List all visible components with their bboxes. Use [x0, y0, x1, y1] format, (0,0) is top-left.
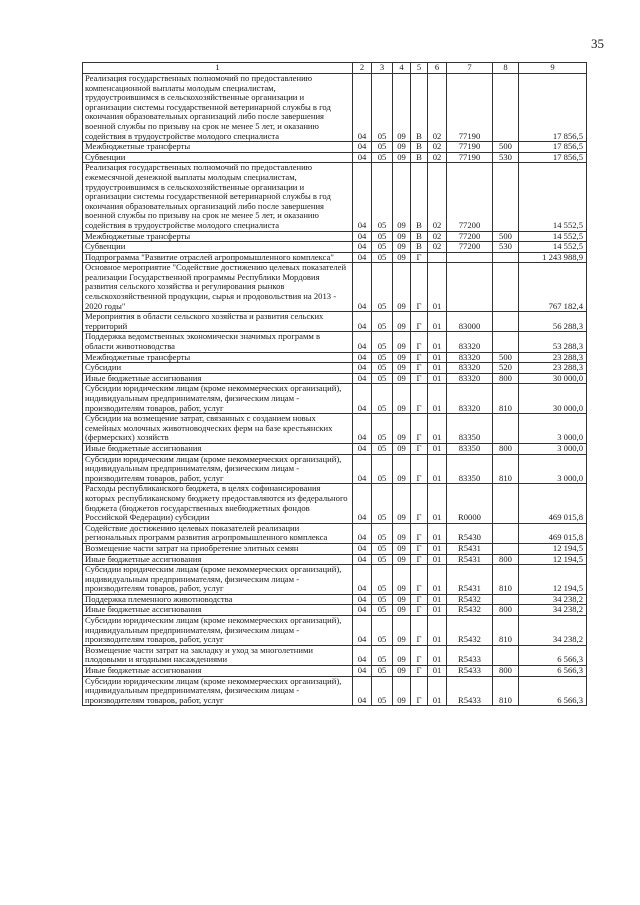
- amount-cell: 53 288,3: [519, 332, 587, 352]
- table-row: [83, 484, 587, 523]
- code-cell-2: 04: [353, 384, 372, 414]
- row-name-cell: Субсидии юридическим лицам (кроме некоммерческих организаций), индивидуальным предпринимателям, физическим лицам - производителям товаров, работ, услуг: [83, 616, 353, 646]
- code-cell-5: Г: [411, 523, 428, 543]
- amount-cell: 12 194,5: [519, 543, 587, 554]
- code-cell-7: 83320: [447, 384, 493, 414]
- code-cell-7: R5433: [447, 666, 493, 677]
- table-row: [83, 676, 587, 706]
- code-cell-3: 05: [372, 263, 393, 312]
- code-cell-4: 09: [393, 312, 411, 332]
- table-row: [83, 332, 587, 352]
- code-cell-5: Г: [411, 252, 428, 263]
- code-cell-4: 09: [393, 252, 411, 263]
- code-cell-5: Г: [411, 565, 428, 595]
- code-cell-2: 04: [353, 523, 372, 543]
- column-header-8: 8: [493, 63, 519, 74]
- table-row: [83, 231, 587, 242]
- column-header-6: 6: [428, 63, 447, 74]
- row-name-cell: Содействие достижению целевых показателей реализации региональных программ развития агропромышленного комплекса: [83, 523, 353, 543]
- code-cell-2: 04: [353, 373, 372, 384]
- table-row: [83, 252, 587, 263]
- code-cell-2: 04: [353, 414, 372, 444]
- budget-table-container: [82, 62, 586, 706]
- code-cell-4: 09: [393, 443, 411, 454]
- code-cell-6: 01: [428, 312, 447, 332]
- code-cell-8: [493, 74, 519, 142]
- code-cell-6: 01: [428, 373, 447, 384]
- code-cell-6: 02: [428, 242, 447, 253]
- row-name-cell: Поддержка племенного животноводства: [83, 594, 353, 605]
- code-cell-6: 01: [428, 676, 447, 706]
- code-cell-4: 09: [393, 454, 411, 484]
- code-cell-2: 04: [353, 252, 372, 263]
- code-cell-6: [428, 252, 447, 263]
- code-cell-5: Г: [411, 384, 428, 414]
- amount-cell: 469 015,8: [519, 484, 587, 523]
- code-cell-3: 05: [372, 332, 393, 352]
- amount-cell: 1 243 988,9: [519, 252, 587, 263]
- row-name-cell: Иные бюджетные ассигнования: [83, 373, 353, 384]
- code-cell-8: 800: [493, 666, 519, 677]
- table-body: [83, 74, 587, 706]
- amount-cell: 14 552,5: [519, 231, 587, 242]
- code-cell-4: 09: [393, 543, 411, 554]
- code-cell-3: 05: [372, 605, 393, 616]
- table-row: [83, 605, 587, 616]
- amount-cell: 12 194,5: [519, 554, 587, 565]
- code-cell-6: 01: [428, 484, 447, 523]
- code-cell-4: 09: [393, 332, 411, 352]
- code-cell-5: Г: [411, 605, 428, 616]
- row-name-cell: Иные бюджетные ассигнования: [83, 605, 353, 616]
- row-name-cell: Субсидии юридическим лицам (кроме некоммерческих организаций), индивидуальным предпринимателям, физическим лицам - производителям товаров, работ, услуг: [83, 384, 353, 414]
- table-row: [83, 523, 587, 543]
- table-row: [83, 594, 587, 605]
- code-cell-3: 05: [372, 414, 393, 444]
- code-cell-6: 01: [428, 384, 447, 414]
- code-cell-8: [493, 163, 519, 231]
- amount-cell: 56 288,3: [519, 312, 587, 332]
- code-cell-4: 09: [393, 565, 411, 595]
- code-cell-8: [493, 263, 519, 312]
- code-cell-3: 05: [372, 616, 393, 646]
- column-header-2: 2: [353, 63, 372, 74]
- amount-cell: 3 000,0: [519, 443, 587, 454]
- code-cell-6: 01: [428, 666, 447, 677]
- row-name-cell: Межбюджетные трансферты: [83, 231, 353, 242]
- budget-table: [82, 62, 587, 706]
- code-cell-2: 04: [353, 142, 372, 153]
- code-cell-7: 83350: [447, 443, 493, 454]
- table-row: [83, 163, 587, 231]
- code-cell-7: R5432: [447, 616, 493, 646]
- code-cell-7: 83000: [447, 312, 493, 332]
- code-cell-2: 04: [353, 594, 372, 605]
- code-cell-2: 04: [353, 152, 372, 163]
- column-header-7: 7: [447, 63, 493, 74]
- code-cell-2: 04: [353, 312, 372, 332]
- code-cell-8: [493, 312, 519, 332]
- row-name-cell: Основное мероприятие "Содействие достижению целевых показателей реализации Государственной программы Республики Мордовия развития сельского хозяйства и регулирования рынков сельскохозяйственной продукции, сырья и продовольствия на 2013 - 2020 годы": [83, 263, 353, 312]
- code-cell-8: [493, 594, 519, 605]
- code-cell-4: 09: [393, 594, 411, 605]
- column-header-9: 9: [519, 63, 587, 74]
- table-row: [83, 384, 587, 414]
- table-header: [83, 63, 587, 74]
- code-cell-2: 04: [353, 242, 372, 253]
- code-cell-8: 530: [493, 242, 519, 253]
- table-row: [83, 616, 587, 646]
- code-cell-2: 04: [353, 645, 372, 665]
- amount-cell: 767 182,4: [519, 263, 587, 312]
- code-cell-6: 02: [428, 142, 447, 153]
- code-cell-2: 04: [353, 443, 372, 454]
- column-header-5: 5: [411, 63, 428, 74]
- code-cell-7: [447, 263, 493, 312]
- table-row: [83, 543, 587, 554]
- code-cell-3: 05: [372, 565, 393, 595]
- table-row: [83, 565, 587, 595]
- code-cell-8: 810: [493, 616, 519, 646]
- code-cell-4: 09: [393, 414, 411, 444]
- code-cell-5: Г: [411, 332, 428, 352]
- code-cell-8: 800: [493, 373, 519, 384]
- amount-cell: 17 856,5: [519, 142, 587, 153]
- code-cell-8: 800: [493, 554, 519, 565]
- code-cell-8: 810: [493, 676, 519, 706]
- code-cell-3: 05: [372, 242, 393, 253]
- code-cell-3: 05: [372, 363, 393, 374]
- code-cell-3: 05: [372, 666, 393, 677]
- row-name-cell: Межбюджетные трансферты: [83, 352, 353, 363]
- row-name-cell: Возмещение части затрат на закладку и уход за многолетними плодовыми и ягодными насаждениями: [83, 645, 353, 665]
- code-cell-5: Г: [411, 616, 428, 646]
- code-cell-7: R5431: [447, 565, 493, 595]
- code-cell-2: 04: [353, 352, 372, 363]
- code-cell-2: 04: [353, 554, 372, 565]
- code-cell-6: 01: [428, 565, 447, 595]
- code-cell-6: 01: [428, 414, 447, 444]
- row-name-cell: Реализация государственных полномочий по предоставлению компенсационной выплаты молодым специалистам, трудоустроившимся в сельскохозяйственные организации и организации системы государственной ветеринарной службы в год окончания образовательных организаций либо после завершения военной службы по призыву на срок не менее 5 лет, и оказанию содействия в трудоустройстве молодого специалиста: [83, 74, 353, 142]
- code-cell-8: [493, 252, 519, 263]
- code-cell-4: 09: [393, 231, 411, 242]
- table-row: [83, 414, 587, 444]
- code-cell-5: В: [411, 231, 428, 242]
- code-cell-7: R5431: [447, 543, 493, 554]
- code-cell-7: 83320: [447, 352, 493, 363]
- code-cell-2: 04: [353, 565, 372, 595]
- code-cell-7: 77190: [447, 152, 493, 163]
- table-row: [83, 363, 587, 374]
- code-cell-7: 77200: [447, 242, 493, 253]
- code-cell-6: 01: [428, 454, 447, 484]
- code-cell-7: R5433: [447, 676, 493, 706]
- code-cell-6: 02: [428, 163, 447, 231]
- amount-cell: 6 566,3: [519, 645, 587, 665]
- code-cell-8: 810: [493, 565, 519, 595]
- amount-cell: 34 238,2: [519, 594, 587, 605]
- code-cell-5: Г: [411, 352, 428, 363]
- code-cell-5: В: [411, 242, 428, 253]
- code-cell-6: 01: [428, 523, 447, 543]
- table-row: [83, 443, 587, 454]
- table-row: [83, 352, 587, 363]
- code-cell-3: 05: [372, 142, 393, 153]
- code-cell-2: 04: [353, 543, 372, 554]
- code-cell-2: 04: [353, 605, 372, 616]
- code-cell-5: Г: [411, 373, 428, 384]
- code-cell-2: 04: [353, 74, 372, 142]
- code-cell-7: 83320: [447, 332, 493, 352]
- code-cell-8: [493, 414, 519, 444]
- code-cell-2: 04: [353, 676, 372, 706]
- code-cell-2: 04: [353, 332, 372, 352]
- code-cell-3: 05: [372, 312, 393, 332]
- code-cell-5: В: [411, 142, 428, 153]
- code-cell-7: [447, 252, 493, 263]
- row-name-cell: Подпрограмма "Развитие отраслей агропромышленного комплекса": [83, 252, 353, 263]
- row-name-cell: Поддержка ведомственных экономически значимых программ в области животноводства: [83, 332, 353, 352]
- code-cell-6: 01: [428, 443, 447, 454]
- code-cell-6: 02: [428, 74, 447, 142]
- code-cell-7: 83350: [447, 454, 493, 484]
- column-header-3: 3: [372, 63, 393, 74]
- amount-cell: 6 566,3: [519, 676, 587, 706]
- code-cell-8: 800: [493, 443, 519, 454]
- row-name-cell: Субсидии: [83, 363, 353, 374]
- code-cell-5: Г: [411, 312, 428, 332]
- code-cell-8: [493, 523, 519, 543]
- code-cell-7: R5430: [447, 523, 493, 543]
- code-cell-3: 05: [372, 554, 393, 565]
- code-cell-4: 09: [393, 484, 411, 523]
- code-cell-6: 01: [428, 616, 447, 646]
- code-cell-8: 500: [493, 352, 519, 363]
- code-cell-3: 05: [372, 352, 393, 363]
- code-cell-2: 04: [353, 616, 372, 646]
- table-row: [83, 242, 587, 253]
- code-cell-2: 04: [353, 263, 372, 312]
- code-cell-8: 530: [493, 152, 519, 163]
- row-name-cell: Субвенции: [83, 152, 353, 163]
- row-name-cell: Мероприятия в области сельского хозяйства и развития сельских территорий: [83, 312, 353, 332]
- code-cell-5: Г: [411, 363, 428, 374]
- code-cell-5: Г: [411, 484, 428, 523]
- table-row: [83, 666, 587, 677]
- code-cell-6: 02: [428, 152, 447, 163]
- amount-cell: 14 552,5: [519, 163, 587, 231]
- code-cell-7: 83320: [447, 363, 493, 374]
- row-name-cell: Субсидии юридическим лицам (кроме некоммерческих организаций), индивидуальным предпринимателям, физическим лицам - производителям товаров, работ, услуг: [83, 565, 353, 595]
- code-cell-6: 01: [428, 352, 447, 363]
- table-row: [83, 74, 587, 142]
- page-number: 35: [591, 36, 604, 51]
- code-cell-2: 04: [353, 666, 372, 677]
- code-cell-4: 09: [393, 676, 411, 706]
- code-cell-4: 09: [393, 384, 411, 414]
- code-cell-8: 810: [493, 454, 519, 484]
- code-cell-7: 77190: [447, 142, 493, 153]
- row-name-cell: Возмещение части затрат на приобретение элитных семян: [83, 543, 353, 554]
- row-name-cell: Иные бюджетные ассигнования: [83, 443, 353, 454]
- row-name-cell: Межбюджетные трансферты: [83, 142, 353, 153]
- row-name-cell: Реализация государственных полномочий по предоставлению ежемесячной денежной выплаты молодым специалистам, трудоустроившимся в сельскохозяйственные организации и организации системы государственной ветеринарной службы в год окончания образовательных организаций либо после завершения военной службы по призыву на срок не менее 5 лет, и оказанию содействия в трудоустройстве молодого специалиста: [83, 163, 353, 231]
- code-cell-7: R0000: [447, 484, 493, 523]
- code-cell-7: R5432: [447, 594, 493, 605]
- code-cell-2: 04: [353, 163, 372, 231]
- code-cell-3: 05: [372, 443, 393, 454]
- code-cell-3: 05: [372, 152, 393, 163]
- code-cell-6: 01: [428, 594, 447, 605]
- code-cell-4: 09: [393, 645, 411, 665]
- code-cell-3: 05: [372, 543, 393, 554]
- amount-cell: 469 015,8: [519, 523, 587, 543]
- code-cell-5: Г: [411, 454, 428, 484]
- code-cell-4: 09: [393, 263, 411, 312]
- code-cell-5: В: [411, 74, 428, 142]
- code-cell-4: 09: [393, 605, 411, 616]
- code-cell-5: Г: [411, 645, 428, 665]
- code-cell-3: 05: [372, 645, 393, 665]
- code-cell-8: [493, 332, 519, 352]
- code-cell-6: 01: [428, 605, 447, 616]
- code-cell-7: 83350: [447, 414, 493, 444]
- code-cell-3: 05: [372, 454, 393, 484]
- code-cell-5: Г: [411, 414, 428, 444]
- code-cell-4: 09: [393, 523, 411, 543]
- row-name-cell: Иные бюджетные ассигнования: [83, 666, 353, 677]
- column-header-1: 1: [83, 63, 353, 74]
- code-cell-8: 520: [493, 363, 519, 374]
- amount-cell: 34 238,2: [519, 616, 587, 646]
- table-row: [83, 142, 587, 153]
- code-cell-3: 05: [372, 594, 393, 605]
- row-name-cell: Субсидии на возмещение затрат, связанных с созданием новых семейных молочных животноводческих ферм на базе крестьянских (фермерских) хозяйств: [83, 414, 353, 444]
- code-cell-3: 05: [372, 74, 393, 142]
- code-cell-4: 09: [393, 74, 411, 142]
- amount-cell: 30 000,0: [519, 384, 587, 414]
- amount-cell: 12 194,5: [519, 565, 587, 595]
- row-name-cell: Расходы республиканского бюджета, в целях софинансирования которых республиканскому бюджету предоставляются из федерального бюджета (бюджетов государственных внебюджетных фондов Российской Федерации) субсидии: [83, 484, 353, 523]
- code-cell-6: 01: [428, 363, 447, 374]
- table-row: [83, 373, 587, 384]
- amount-cell: 3 000,0: [519, 454, 587, 484]
- code-cell-4: 09: [393, 242, 411, 253]
- code-cell-6: 01: [428, 645, 447, 665]
- table-row: [83, 454, 587, 484]
- code-cell-7: 77200: [447, 231, 493, 242]
- code-cell-6: 01: [428, 332, 447, 352]
- code-cell-7: 77200: [447, 163, 493, 231]
- code-cell-8: 500: [493, 142, 519, 153]
- row-name-cell: Субсидии юридическим лицам (кроме некоммерческих организаций), индивидуальным предпринимателям, физическим лицам - производителям товаров, работ, услуг: [83, 676, 353, 706]
- table-row: [83, 152, 587, 163]
- code-cell-5: Г: [411, 676, 428, 706]
- code-cell-4: 09: [393, 352, 411, 363]
- amount-cell: 23 288,3: [519, 363, 587, 374]
- code-cell-3: 05: [372, 231, 393, 242]
- amount-cell: 30 000,0: [519, 373, 587, 384]
- code-cell-8: 810: [493, 384, 519, 414]
- amount-cell: 34 238,2: [519, 605, 587, 616]
- amount-cell: 6 566,3: [519, 666, 587, 677]
- row-name-cell: Иные бюджетные ассигнования: [83, 554, 353, 565]
- code-cell-3: 05: [372, 163, 393, 231]
- code-cell-6: 01: [428, 263, 447, 312]
- code-cell-4: 09: [393, 363, 411, 374]
- code-cell-5: В: [411, 163, 428, 231]
- amount-cell: 3 000,0: [519, 414, 587, 444]
- code-cell-3: 05: [372, 676, 393, 706]
- code-cell-8: 800: [493, 605, 519, 616]
- code-cell-4: 09: [393, 163, 411, 231]
- amount-cell: 17 856,5: [519, 74, 587, 142]
- code-cell-8: [493, 543, 519, 554]
- table-row: [83, 554, 587, 565]
- code-cell-5: Г: [411, 594, 428, 605]
- code-cell-7: R5431: [447, 554, 493, 565]
- code-cell-8: [493, 484, 519, 523]
- code-cell-5: Г: [411, 443, 428, 454]
- column-header-4: 4: [393, 63, 411, 74]
- code-cell-5: Г: [411, 554, 428, 565]
- amount-cell: 17 856,5: [519, 152, 587, 163]
- code-cell-7: 83320: [447, 373, 493, 384]
- code-cell-4: 09: [393, 373, 411, 384]
- code-cell-2: 04: [353, 231, 372, 242]
- code-cell-4: 09: [393, 152, 411, 163]
- code-cell-7: R5432: [447, 605, 493, 616]
- table-row: [83, 263, 587, 312]
- header-row: [83, 63, 587, 74]
- code-cell-4: 09: [393, 616, 411, 646]
- amount-cell: 23 288,3: [519, 352, 587, 363]
- code-cell-6: 02: [428, 231, 447, 242]
- code-cell-3: 05: [372, 252, 393, 263]
- code-cell-5: Г: [411, 666, 428, 677]
- code-cell-4: 09: [393, 142, 411, 153]
- code-cell-5: В: [411, 152, 428, 163]
- row-name-cell: Субсидии юридическим лицам (кроме некоммерческих организаций), индивидуальным предпринимателям, физическим лицам - производителям товаров, работ, услуг: [83, 454, 353, 484]
- row-name-cell: Субвенции: [83, 242, 353, 253]
- code-cell-8: 500: [493, 231, 519, 242]
- code-cell-3: 05: [372, 523, 393, 543]
- code-cell-4: 09: [393, 666, 411, 677]
- code-cell-5: Г: [411, 263, 428, 312]
- code-cell-2: 04: [353, 484, 372, 523]
- code-cell-3: 05: [372, 373, 393, 384]
- table-row: [83, 312, 587, 332]
- table-row: [83, 645, 587, 665]
- code-cell-3: 05: [372, 484, 393, 523]
- code-cell-8: [493, 645, 519, 665]
- code-cell-4: 09: [393, 554, 411, 565]
- code-cell-2: 04: [353, 363, 372, 374]
- code-cell-7: R5433: [447, 645, 493, 665]
- code-cell-5: Г: [411, 543, 428, 554]
- code-cell-6: 01: [428, 543, 447, 554]
- code-cell-3: 05: [372, 384, 393, 414]
- code-cell-6: 01: [428, 554, 447, 565]
- code-cell-7: 77190: [447, 74, 493, 142]
- code-cell-2: 04: [353, 454, 372, 484]
- amount-cell: 14 552,5: [519, 242, 587, 253]
